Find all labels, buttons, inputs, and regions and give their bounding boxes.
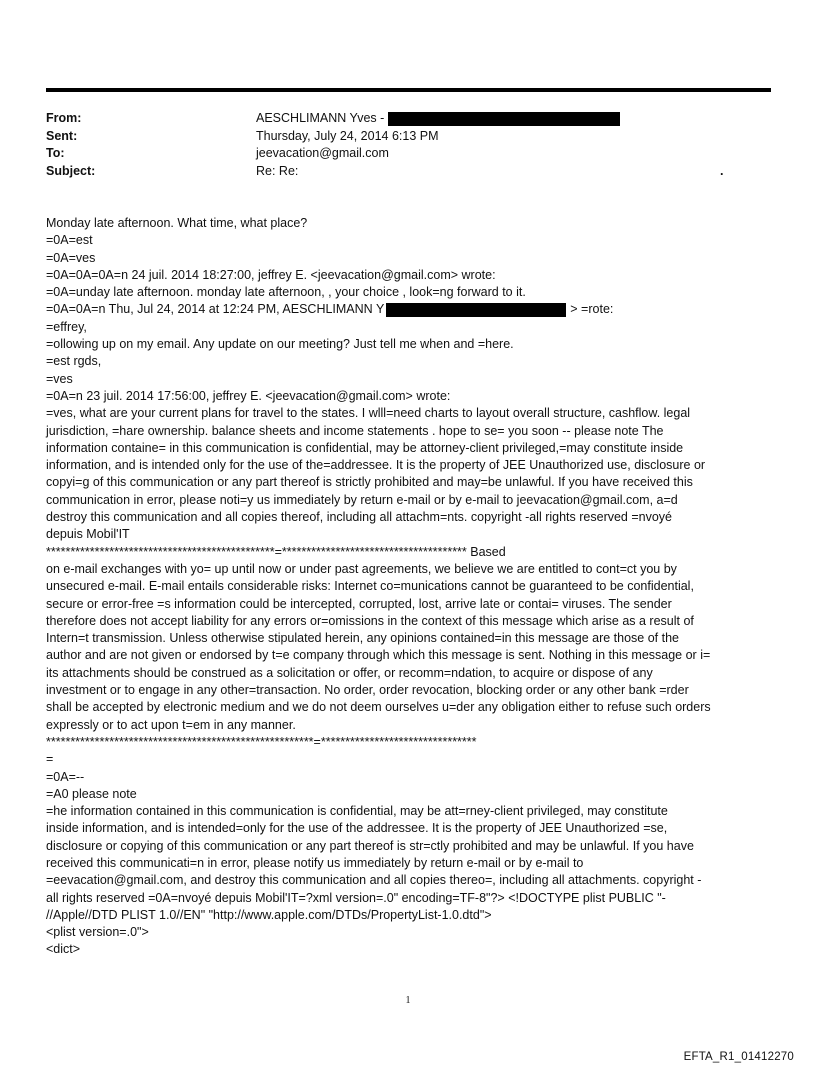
- body-line: all rights reserved =0A=nvoyé depuis Mobil'IT=?xml version=.0" encoding=TF-8"?> <!DOCTYPE plist PUBLIC "-: [46, 890, 666, 905]
- body-line-part: =0A=0A=n Thu, Jul 24, 2014 at 12:24 PM, AESCHLIMANN Y: [46, 302, 385, 317]
- email-body: [46, 215, 771, 959]
- body-line: =ves, what are your current plans for travel to the states. I wlll=need charts to layout overall structure, cashflow. legal: [46, 406, 691, 421]
- body-line: =est rgds,: [46, 354, 102, 369]
- body-line: author and are not given or endorsed by t=e company through which this message is sent. Nothing in this message or i=: [46, 648, 711, 663]
- separator-line: *******************************************************=********************************: [46, 734, 477, 749]
- subject-label: Subject:: [46, 163, 96, 178]
- body-line: unsecured e-mail. E-mail entails considerable risks: Internet co=munications cannot be guaranteed to be confidential,: [46, 579, 694, 594]
- header-rule: [46, 88, 771, 92]
- body-line: its attachments should be construed as a solicitation or offer, or recomm=ndation, to acquire or dispose of any: [46, 665, 653, 680]
- sent-label: Sent:: [46, 128, 78, 143]
- body-line: secure or error-free =s information could be intercepted, corrupted, lost, arrive late or contai= viruses. The sender: [46, 596, 672, 611]
- body-line: disclosure or copying of this communication or any part thereof is str=ctly prohibited and may be unlawful. If you have: [46, 838, 694, 853]
- body-line: =0A=n 23 juil. 2014 17:56:00, jeffrey E. <jeevacation@gmail.com> wrote:: [46, 388, 451, 403]
- body-line: =ves: [46, 371, 73, 386]
- body-line: therefore does not accept liability for any errors or=omissions in the context of this message which arise as a result of: [46, 613, 694, 628]
- from-label: From:: [46, 111, 82, 125]
- redaction-bar: [388, 112, 620, 126]
- from-value: AESCHLIMANN Yves -: [256, 111, 385, 125]
- document-id: EFTA_R1_01412270: [683, 1051, 794, 1063]
- sent-row: [46, 128, 771, 146]
- body-line: =he information contained in this communication is confidential, may be att=rney-client privileged, may constitute: [46, 804, 668, 819]
- body-line: =0A=ves: [46, 250, 96, 265]
- body-line: =0A=unday late afternoon. monday late afternoon, , your choice , look=ng forward to it.: [46, 285, 526, 300]
- body-line: =0A=--: [46, 769, 85, 784]
- subject-row: [46, 163, 771, 181]
- body-line: shall be accepted by electronic medium and we do not deem ourselves u=der any obligation either to refuse such orders: [46, 700, 711, 715]
- body-line: inside information, and is intended=only for the use of the addressee. It is the property of JEE Unauthorized =se,: [46, 821, 668, 836]
- body-line: investment or to engage in any other=transaction. No order, order revocation, blocking order or any other bank =rder: [46, 683, 689, 698]
- to-value: jeevacation@gmail.com: [256, 146, 389, 160]
- body-line-with-redaction: [46, 301, 771, 318]
- body-line: information, and is intended only for the use of the=addressee. It is the property of JEE Unauthorized use, disclosure or: [46, 458, 706, 473]
- body-line: <dict>: [46, 942, 81, 957]
- body-line: depuis Mobil'IT: [46, 527, 130, 542]
- body-line: //Apple//DTD PLIST 1.0//EN" "http://www.apple.com/DTDs/PropertyList-1.0.dtd">: [46, 907, 492, 922]
- separator-line: ***********************************************=************************************** Based: [46, 544, 506, 559]
- body-line: =0A=est: [46, 233, 93, 248]
- body-line: on e-mail exchanges with yo= up until now or under past agreements, we believe we are entitled to cont=ct you by: [46, 561, 677, 576]
- body-line: =ollowing up on my email. Any update on our meeting? Just tell me when and =here.: [46, 337, 514, 352]
- body-line: =eevacation@gmail.com, and destroy this communication and all copies thereo=, including all attachments. copyright -: [46, 873, 702, 888]
- body-line: received this communicati=n in error, please notify us immediately by return e-mail or by e-mail to: [46, 855, 584, 870]
- redaction-bar: [386, 303, 566, 317]
- body-line-part: > =rote:: [570, 302, 614, 317]
- body-line: <plist version=.0">: [46, 925, 149, 940]
- email-header: [46, 110, 771, 180]
- body-line: jurisdiction, =hare ownership. balance sheets and income statements . hope to se= you soon -- please note The: [46, 423, 664, 438]
- sent-value: Thursday, July 24, 2014 6:13 PM: [256, 128, 439, 143]
- to-row: [46, 145, 771, 163]
- body-line: copyi=g of this communication or any part thereof is strictly prohibited and may=be unlawful. If you have received this: [46, 475, 693, 490]
- body-line: =effrey,: [46, 319, 87, 334]
- body-line: expressly or to act upon t=em in any manner.: [46, 717, 296, 732]
- body-line: destroy this communication and all copies thereof, including all attachm=nts. copyright -all rights reserved =nvoyé: [46, 510, 673, 525]
- body-line: Intern=t transmission. Unless otherwise stipulated herein, any opinions contained=in this message are those of the: [46, 631, 680, 646]
- page-number: 1: [405, 995, 411, 1006]
- body-line: information containe= in this communication is confidential, may be attorney-client privileged,=may constitute inside: [46, 440, 684, 455]
- from-row: [46, 110, 771, 128]
- body-line: Monday late afternoon. What time, what place?: [46, 216, 308, 230]
- subject-value: Re: Re:: [256, 163, 299, 178]
- body-line: =A0 please note: [46, 786, 137, 801]
- body-line: =0A=0A=0A=n 24 juil. 2014 18:27:00, jeffrey E. <jeevacation@gmail.com> wrote:: [46, 267, 496, 282]
- body-line: communication in error, please noti=y us immediately by return e-mail or by e-mail to jeevacation@gmail.com, a=d: [46, 492, 678, 507]
- subject-trailing-mark: .: [720, 163, 724, 178]
- body-line: =: [46, 752, 54, 767]
- to-label: To:: [46, 146, 65, 160]
